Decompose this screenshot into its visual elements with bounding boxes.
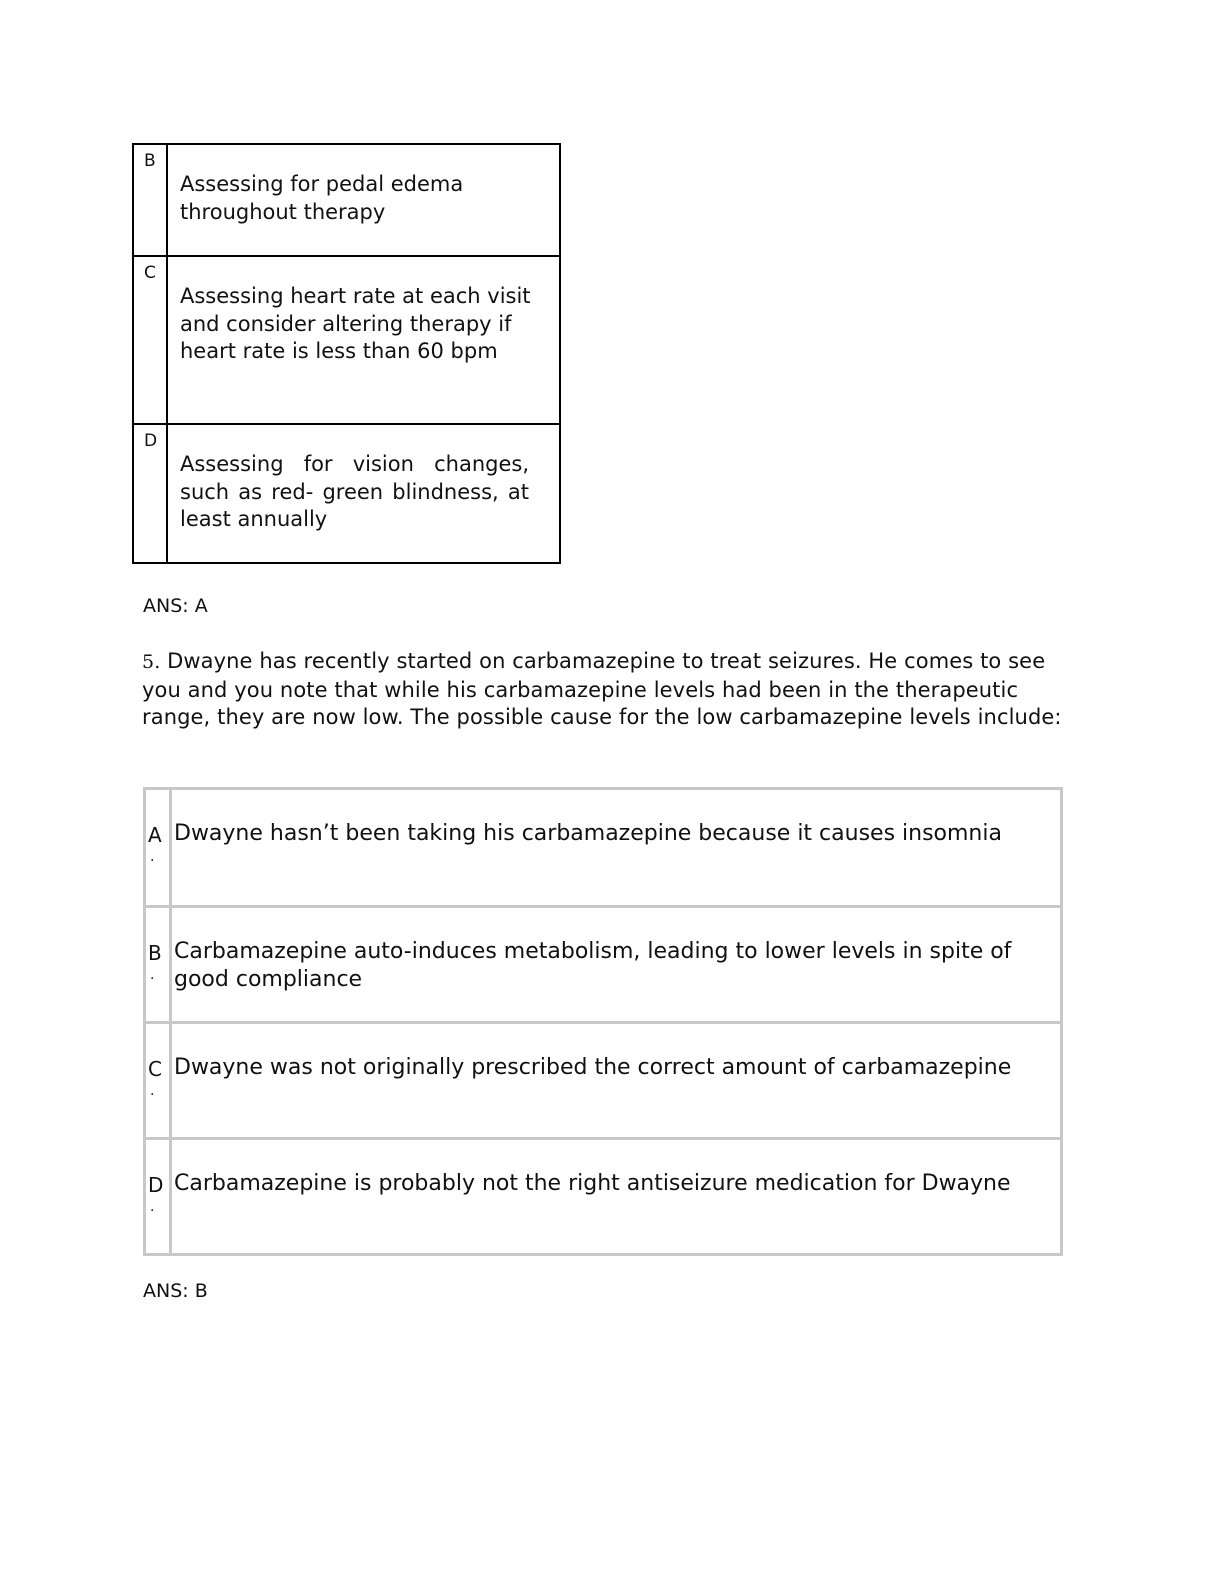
- question-5-stem: [142, 648, 1062, 732]
- option-row-c: [146, 1021, 1060, 1137]
- option-letter-dot: .: [150, 967, 155, 983]
- option-text: Dwayne was not originally prescribed the correct amount of carbamazepine: [174, 1055, 1012, 1080]
- option-letter: B: [133, 144, 167, 256]
- option-letter-cell: [146, 1140, 172, 1253]
- option-letter-dot: .: [150, 1083, 155, 1099]
- option-row-d: [133, 424, 560, 563]
- option-row-b: [146, 905, 1060, 1021]
- option-letter: A: [148, 823, 162, 847]
- option-letter: B: [148, 941, 162, 965]
- option-letter-dot: .: [150, 849, 155, 865]
- option-text: Assessing for vision changes, such as red- green blindness, at least annually: [167, 424, 560, 563]
- option-text: Dwayne hasn’t been taking his carbamazepine because it causes insomnia: [174, 821, 1002, 846]
- option-row-c: [133, 256, 560, 424]
- option-letter-cell: [146, 1024, 172, 1137]
- option-letter: C: [133, 256, 167, 424]
- option-text: Carbamazepine auto-induces metabolism, leading to lower levels in spite of good compliance: [174, 939, 1012, 992]
- question-5-options-table: [143, 787, 1063, 1256]
- option-letter: D: [133, 424, 167, 563]
- option-letter: C: [148, 1057, 162, 1081]
- option-letter-cell: [146, 790, 172, 905]
- option-row-b: [133, 144, 560, 256]
- previous-question-answer: ANS: A: [143, 595, 208, 617]
- question-5-answer: ANS: B: [143, 1280, 208, 1302]
- option-text: Carbamazepine is probably not the right antiseizure medication for Dwayne: [174, 1171, 1011, 1196]
- question-text: Dwayne has recently started on carbamazepine to treat seizures. He comes to see you and you note that while his carbamazepine levels had been in the therapeutic range, they are now low. The possible cause for the low carbamazepine levels include:: [142, 649, 1062, 729]
- option-row-a: [146, 790, 1060, 905]
- option-text: Assessing for pedal edema throughout therapy: [167, 144, 560, 256]
- question-number: 5.: [142, 651, 161, 673]
- option-letter-cell: [146, 908, 172, 1021]
- option-text: Assessing heart rate at each visit and consider altering therapy if heart rate is less than 60 bpm: [167, 256, 560, 424]
- option-row-d: [146, 1137, 1060, 1253]
- option-letter-dot: .: [150, 1199, 155, 1215]
- previous-question-options-table: [132, 143, 561, 564]
- option-letter: D: [148, 1173, 164, 1197]
